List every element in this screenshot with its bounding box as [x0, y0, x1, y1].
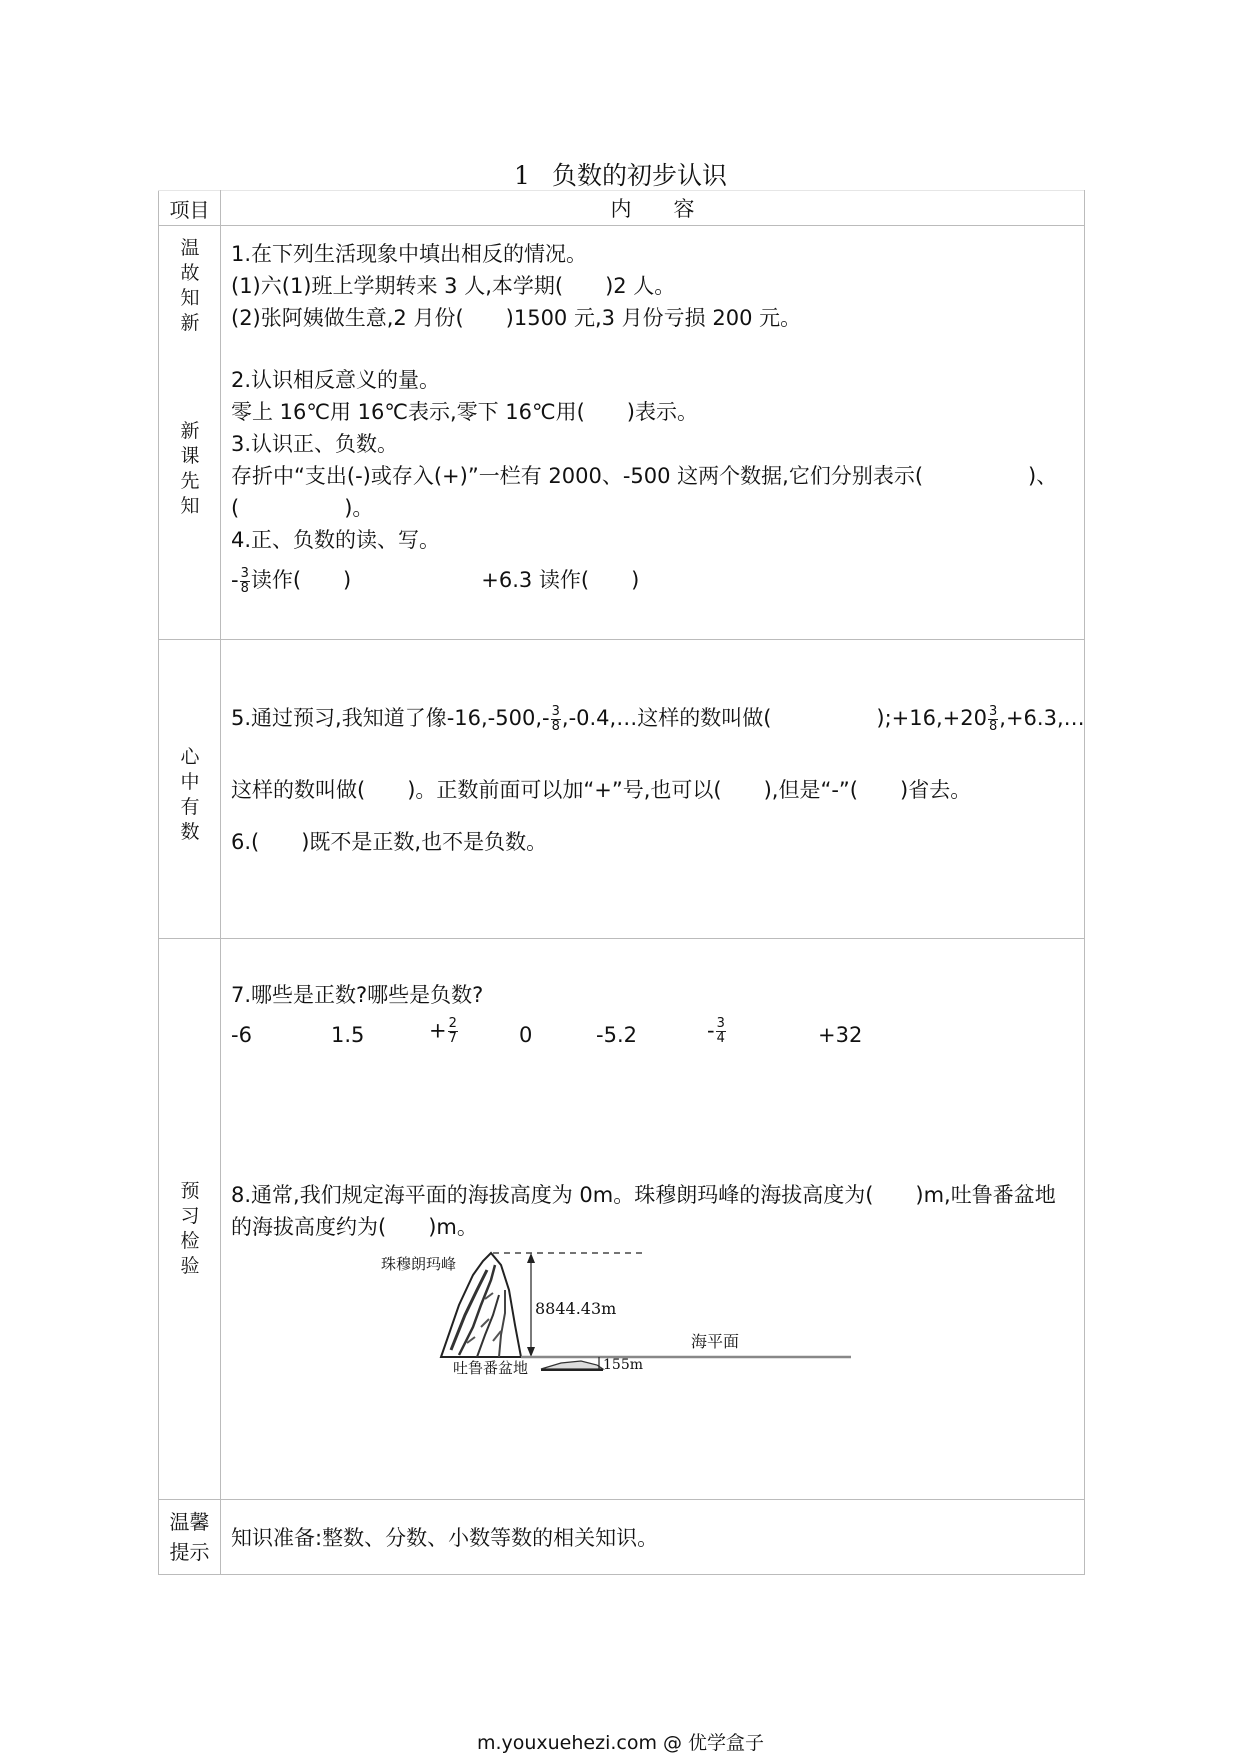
content-mind — [221, 640, 1085, 939]
q5-f1-den: 8 — [551, 718, 560, 734]
section-label-check: 预习检验 — [180, 1180, 200, 1277]
q5-part3: ,+6.3,… — [999, 706, 1085, 730]
label-cell-mind — [159, 640, 221, 939]
q3-title: 3.认识正、负数。 — [231, 432, 399, 456]
q2-title: 2.认识相反意义的量。 — [231, 368, 441, 392]
q7-n3-fraction — [448, 1017, 458, 1046]
q7-n6 — [707, 1017, 727, 1046]
worksheet-table — [158, 190, 1085, 1575]
header-item: 项目 — [159, 191, 221, 226]
q7-n3-den: 7 — [448, 1031, 457, 1046]
figure-basin-label: 吐鲁番盆地 — [453, 1359, 529, 1377]
section-label-mind: 心中有数 — [180, 746, 200, 843]
figure-height-label: 8844.43m — [535, 1299, 617, 1318]
label-cell-review-newlesson — [159, 226, 221, 640]
page-title — [0, 156, 1241, 192]
q4-minus: - — [231, 568, 239, 592]
q5-f1-num: 3 — [551, 703, 560, 719]
q5-part2: ,-0.4,…这样的数叫做( );+16,+20 — [561, 706, 987, 730]
q7-title: 7.哪些是正数?哪些是负数? — [231, 983, 484, 1007]
q7-n6-sign: - — [707, 1018, 715, 1043]
q5-part1: 5.通过预习,我知道了像-16,-500,- — [231, 706, 550, 730]
q7-n1: -6 — [231, 1023, 252, 1047]
q3-text2: ( )。 — [231, 496, 374, 520]
figure-everest-label: 珠穆朗玛峰 — [381, 1255, 457, 1273]
q4-title: 4.正、负数的读、写。 — [231, 528, 441, 552]
basin-drawing — [541, 1361, 603, 1369]
row-review-newlesson — [159, 226, 1085, 640]
q7-n3 — [429, 1017, 459, 1046]
tips-text: 知识准备:整数、分数、小数等数的相关知识。 — [231, 1526, 659, 1550]
q7-n5: -5.2 — [596, 1023, 637, 1047]
q7-n3-sign: + — [429, 1018, 447, 1043]
row-mind — [159, 640, 1085, 939]
q7-n4: 0 — [519, 1023, 533, 1047]
label-cell-tips — [159, 1500, 221, 1575]
header-row — [159, 191, 1085, 226]
q4-frac-num: 3 — [240, 565, 249, 581]
q1-a: (1)六(1)班上学期转来 3 人,本学期( )2 人。 — [231, 274, 676, 298]
q6-text: 6.( )既不是正数,也不是负数。 — [231, 830, 548, 854]
q1-title: 1.在下列生活现象中填出相反的情况。 — [231, 242, 588, 266]
q8-line2: 的海拔高度约为( )m。 — [231, 1215, 478, 1239]
content-tips — [221, 1500, 1085, 1575]
q5-line1 — [231, 702, 1085, 734]
q5-fraction-2 — [988, 705, 998, 734]
section-label-tips: 温馨提示 — [169, 1510, 210, 1564]
figure-sea-label: 海平面 — [691, 1332, 740, 1351]
section-label-review: 温故知新 — [180, 237, 200, 334]
content-check — [221, 939, 1085, 1500]
q5-f2-num: 3 — [989, 703, 998, 719]
q7-n6-fraction — [716, 1017, 726, 1046]
row-tips — [159, 1500, 1085, 1575]
q2-text: 零上 16℃用 16℃表示,零下 16℃用( )表示。 — [231, 400, 699, 424]
q5-f2-den: 8 — [989, 718, 998, 734]
content-review-newlesson — [221, 226, 1085, 640]
q4-frac-den: 8 — [240, 580, 249, 596]
q5-fraction-1 — [551, 705, 561, 734]
q4-read1: 读作( ) — [250, 568, 352, 592]
row-check — [159, 939, 1085, 1500]
title-number: 1 — [514, 161, 530, 190]
q7-n7: +32 — [818, 1023, 863, 1047]
label-cell-check — [159, 939, 221, 1500]
section-label-newlesson: 新课先知 — [180, 420, 200, 517]
q4-read2: +6.3 读作( ) — [481, 568, 640, 592]
q8-line1: 8.通常,我们规定海平面的海拔高度为 0m。珠穆朗玛峰的海拔高度为( )m,吐鲁番盆地 — [231, 1183, 1056, 1207]
q3-text1: 存折中“支出(-)或存入(+)”一栏有 2000、-500 这两个数据,它们分别表示( )、 — [231, 464, 1058, 488]
header-content: 内 容 — [221, 191, 1085, 226]
q5-line2: 这样的数叫做( )。正数前面可以加“+”号,也可以( ),但是“-”( )省去。 — [231, 778, 972, 802]
q7-n6-num: 3 — [716, 1016, 725, 1031]
q4-line — [231, 564, 639, 596]
q4-fraction — [240, 567, 250, 596]
footer-watermark: m.youxuehezi.com @ 优学盒子 — [476, 1732, 765, 1754]
q1-b: (2)张阿姨做生意,2 月份( )1500 元,3 月份亏损 200 元。 — [231, 306, 802, 330]
title-text: 负数的初步认识 — [551, 161, 727, 190]
figure-depth-label: 155m — [603, 1357, 643, 1373]
q7-n6-den: 4 — [716, 1031, 725, 1046]
q7-n2: 1.5 — [331, 1023, 365, 1047]
q7-n3-num: 2 — [448, 1016, 457, 1031]
